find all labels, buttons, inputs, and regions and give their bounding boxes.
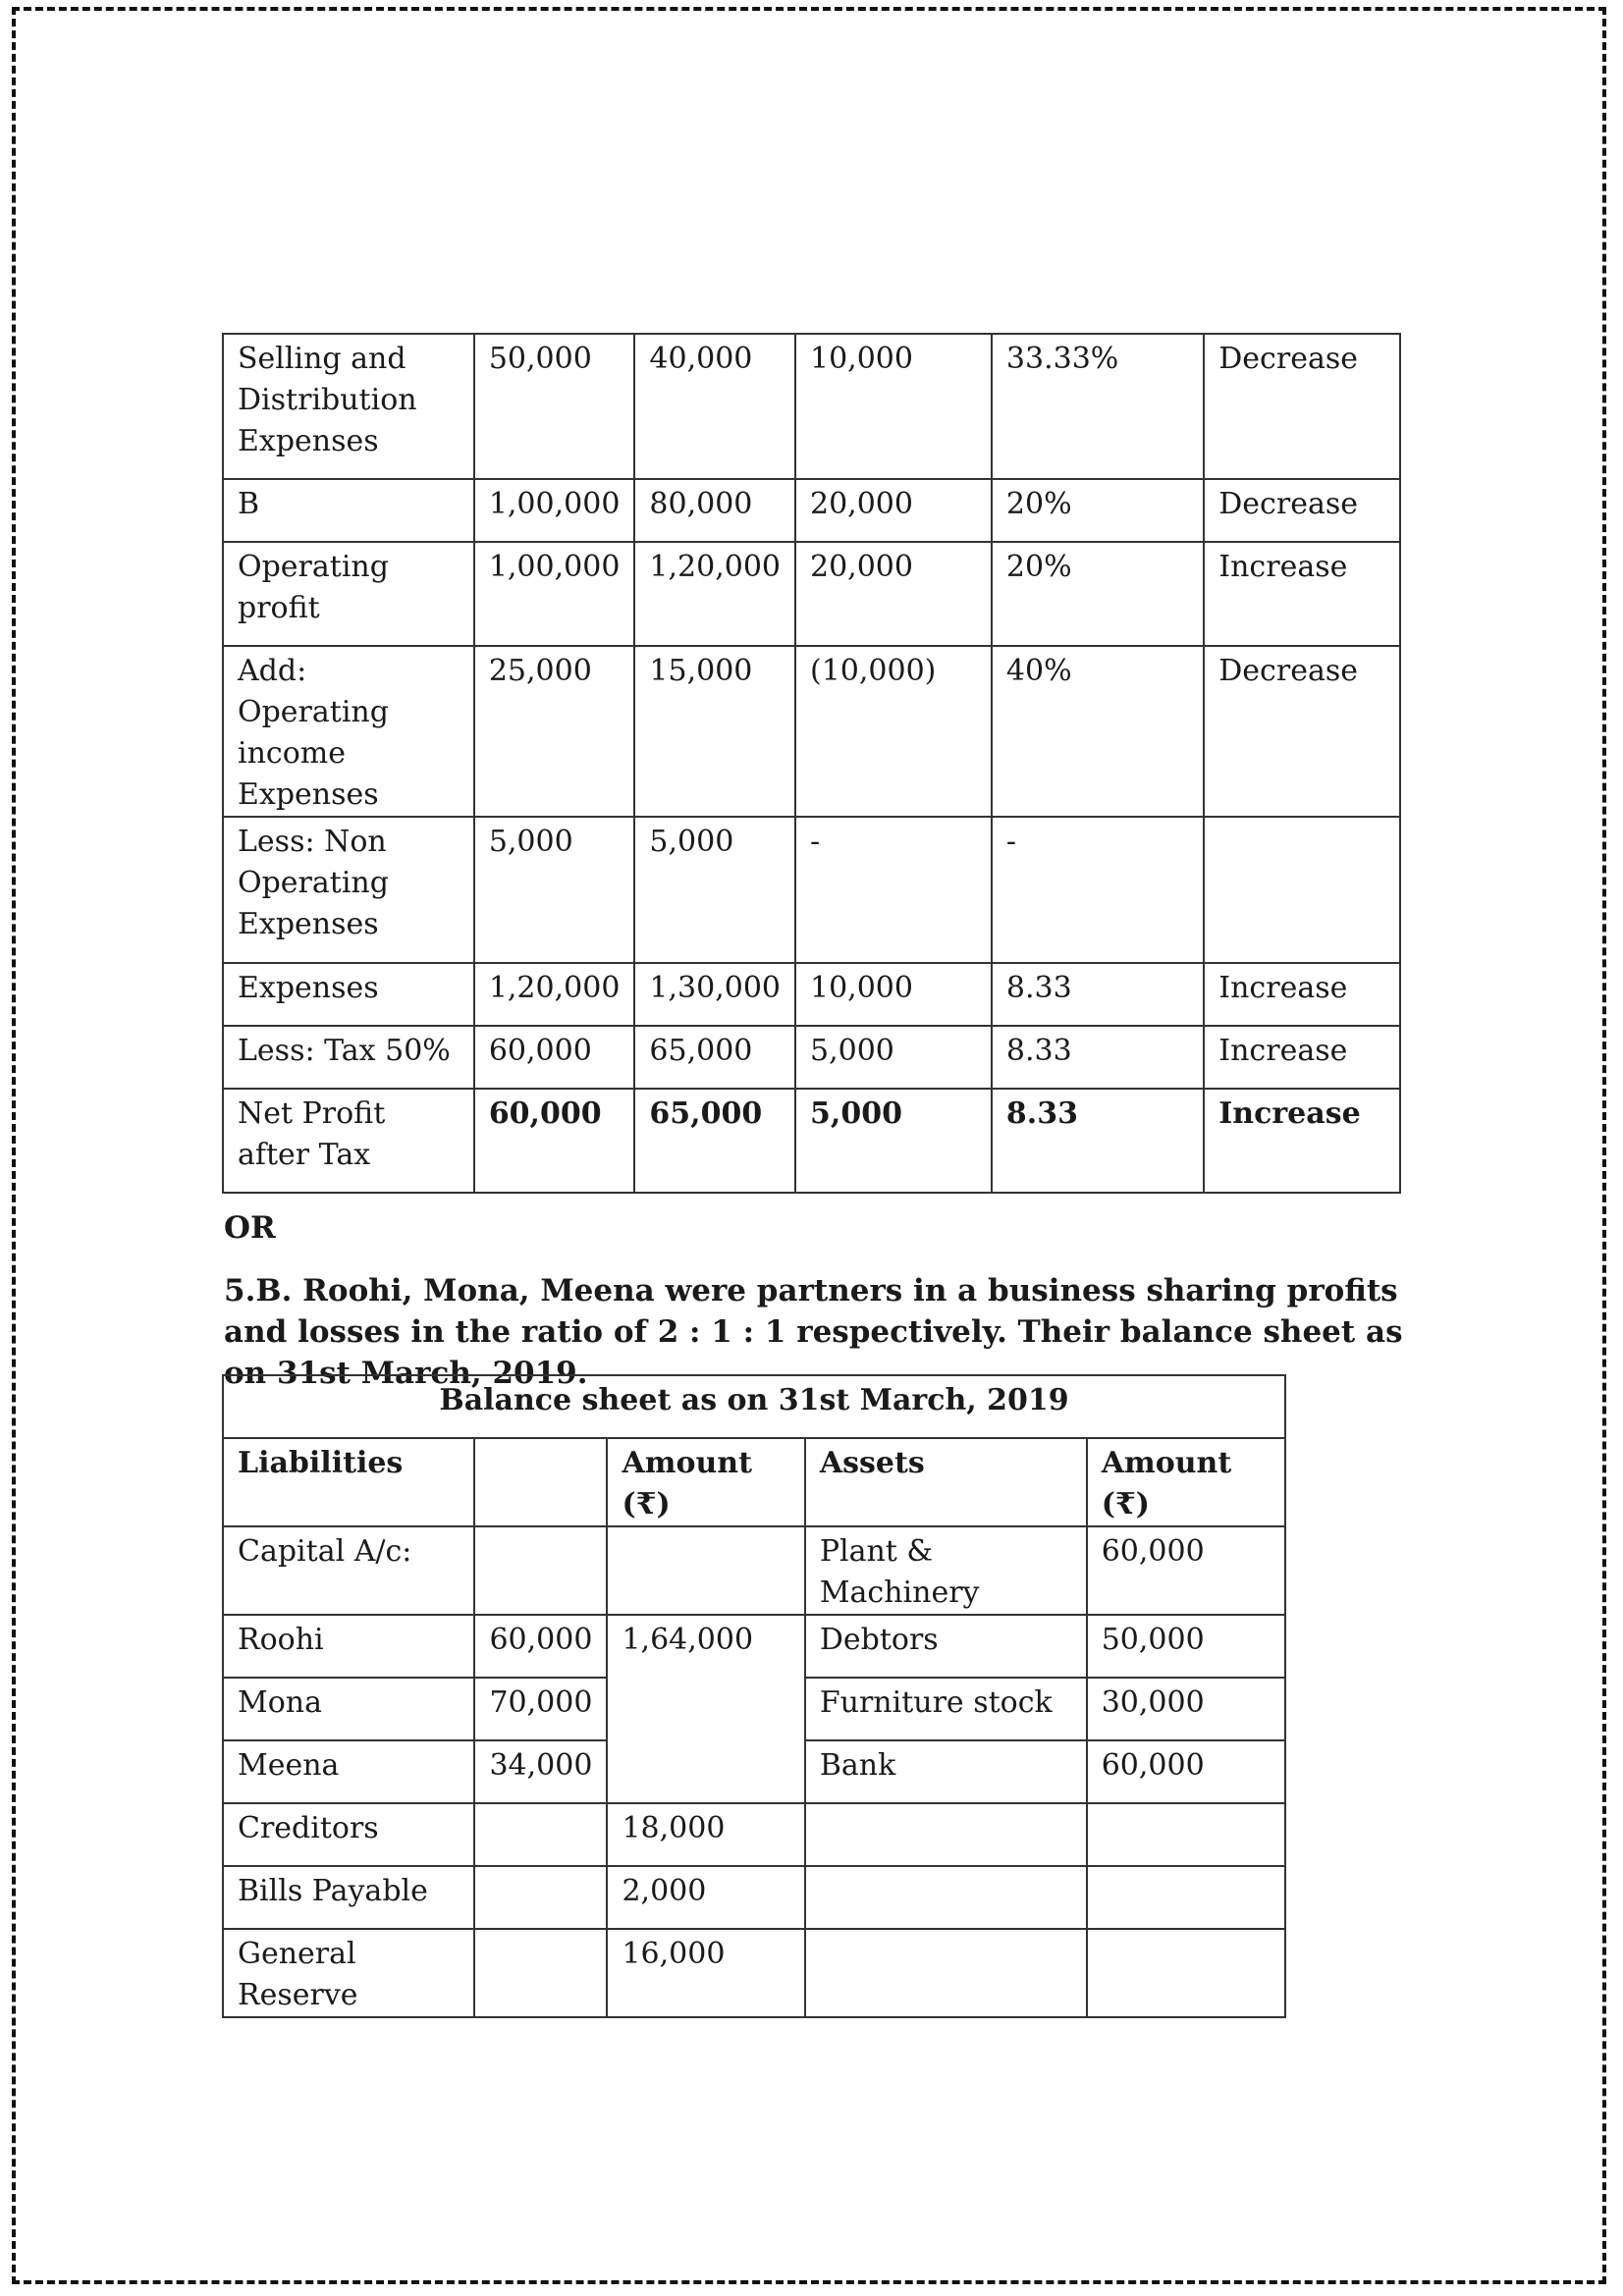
asset-cell: Furniture stock: [805, 1678, 1087, 1740]
sub-amount-cell: [474, 1803, 607, 1866]
asset-amount-cell: [1087, 1866, 1285, 1929]
change-direction-cell: [1204, 817, 1400, 963]
change-percent-cell: 20%: [992, 479, 1204, 542]
curr-year-cell: 1,20,000: [634, 542, 795, 646]
liability-cell: Creditors: [223, 1803, 474, 1866]
table-row: [223, 1929, 1285, 2017]
sub-amount-cell: 60,000: [474, 1615, 607, 1678]
asset-cell: [805, 1803, 1087, 1866]
header-amount: Amount (₹): [607, 1438, 804, 1526]
sub-amount-cell: [474, 1929, 607, 2017]
table-row: [223, 963, 1400, 1026]
curr-year-cell: 65,000: [634, 1026, 795, 1089]
amount-cell: [607, 1526, 804, 1615]
asset-amount-cell: 50,000: [1087, 1615, 1285, 1678]
asset-amount-cell: 60,000: [1087, 1740, 1285, 1803]
prev-year-cell: 60,000: [474, 1026, 635, 1089]
curr-year-cell: 80,000: [634, 479, 795, 542]
change-amount-cell: 10,000: [795, 334, 992, 479]
particular-cell: Net Profit after Tax: [223, 1089, 474, 1193]
capital-total-cell: 1,64,000: [607, 1615, 804, 1803]
change-amount-cell: 20,000: [795, 542, 992, 646]
question-text: 5.B. Roohi, Mona, Meena were partners in a business sharing profits and losses in the ratio of 2 : 1 : 1 respectively. Their balance sheet as on 31st March, 2019.: [224, 1273, 1403, 1391]
curr-year-cell: 15,000: [634, 646, 795, 817]
asset-cell: Debtors: [805, 1615, 1087, 1678]
change-percent-cell: 8.33: [992, 1089, 1204, 1193]
comparative-income-table: [222, 333, 1401, 1194]
particular-cell: Operating profit: [223, 542, 474, 646]
change-amount-cell: -: [795, 817, 992, 963]
header-assets: Assets: [805, 1438, 1087, 1526]
table-row: [223, 646, 1400, 817]
asset-amount-cell: 60,000: [1087, 1526, 1285, 1615]
amount-cell: 16,000: [607, 1929, 804, 2017]
asset-cell: [805, 1929, 1087, 2017]
table-row: [223, 479, 1400, 542]
asset-cell: [805, 1866, 1087, 1929]
prev-year-cell: 5,000: [474, 817, 635, 963]
prev-year-cell: 60,000: [474, 1089, 635, 1193]
sub-amount-cell: 70,000: [474, 1678, 607, 1740]
change-direction-cell: Decrease: [1204, 646, 1400, 817]
liability-cell: Mona: [223, 1678, 474, 1740]
prev-year-cell: 1,20,000: [474, 963, 635, 1026]
change-direction-cell: Decrease: [1204, 479, 1400, 542]
change-direction-cell: Increase: [1204, 1026, 1400, 1089]
liability-cell: Capital A/c:: [223, 1526, 474, 1615]
amount-cell: 2,000: [607, 1866, 804, 1929]
table-row: [223, 1526, 1285, 1615]
sub-amount-cell: 34,000: [474, 1740, 607, 1803]
balance-sheet-header-row: [223, 1438, 1285, 1526]
table-row: [223, 817, 1400, 963]
change-percent-cell: 8.33: [992, 1026, 1204, 1089]
curr-year-cell: 1,30,000: [634, 963, 795, 1026]
change-direction-cell: Increase: [1204, 542, 1400, 646]
balance-sheet-title: Balance sheet as on 31st March, 2019: [223, 1375, 1285, 1438]
sub-amount-cell: [474, 1866, 607, 1929]
change-direction-cell: Increase: [1204, 963, 1400, 1026]
table-row: [223, 1026, 1400, 1089]
curr-year-cell: 65,000: [634, 1089, 795, 1193]
header-liabilities: Liabilities: [223, 1438, 474, 1526]
prev-year-cell: 50,000: [474, 334, 635, 479]
liability-cell: Meena: [223, 1740, 474, 1803]
change-amount-cell: 20,000: [795, 479, 992, 542]
change-percent-cell: -: [992, 817, 1204, 963]
asset-amount-cell: [1087, 1803, 1285, 1866]
sub-amount-cell: [474, 1526, 607, 1615]
asset-amount-cell: 30,000: [1087, 1678, 1285, 1740]
particular-cell: Selling and Distribution Expenses: [223, 334, 474, 479]
liability-cell: Roohi: [223, 1615, 474, 1678]
balance-sheet-table: [222, 1374, 1286, 2018]
change-amount-cell: 10,000: [795, 963, 992, 1026]
header-blank: [474, 1438, 607, 1526]
particular-cell: Less: Tax 50%: [223, 1026, 474, 1089]
curr-year-cell: 40,000: [634, 334, 795, 479]
particular-cell: Less: Non Operating Expenses: [223, 817, 474, 963]
table-row: [223, 542, 1400, 646]
change-direction-cell: Increase: [1204, 1089, 1400, 1193]
change-percent-cell: 20%: [992, 542, 1204, 646]
change-percent-cell: 8.33: [992, 963, 1204, 1026]
change-direction-cell: Decrease: [1204, 334, 1400, 479]
table-row: [223, 1089, 1400, 1193]
particular-cell: Add: Operating income Expenses: [223, 646, 474, 817]
header-amount-assets: Amount (₹): [1087, 1438, 1285, 1526]
amount-cell: 18,000: [607, 1803, 804, 1866]
or-heading: OR: [224, 1210, 276, 1246]
particular-cell: B: [223, 479, 474, 542]
curr-year-cell: 5,000: [634, 817, 795, 963]
change-amount-cell: 5,000: [795, 1089, 992, 1193]
prev-year-cell: 25,000: [474, 646, 635, 817]
change-percent-cell: 33.33%: [992, 334, 1204, 479]
table-row: [223, 1615, 1285, 1678]
liability-cell: Bills Payable: [223, 1866, 474, 1929]
change-amount-cell: (10,000): [795, 646, 992, 817]
asset-cell: Plant & Machinery: [805, 1526, 1087, 1615]
table-row: [223, 1866, 1285, 1929]
balance-sheet-title-row: [223, 1375, 1285, 1438]
change-percent-cell: 40%: [992, 646, 1204, 817]
asset-amount-cell: [1087, 1929, 1285, 2017]
table-row: [223, 1803, 1285, 1866]
table-row: [223, 334, 1400, 479]
change-amount-cell: 5,000: [795, 1026, 992, 1089]
particular-cell: Expenses: [223, 963, 474, 1026]
asset-cell: Bank: [805, 1740, 1087, 1803]
prev-year-cell: 1,00,000: [474, 542, 635, 646]
prev-year-cell: 1,00,000: [474, 479, 635, 542]
liability-cell: General Reserve: [223, 1929, 474, 2017]
